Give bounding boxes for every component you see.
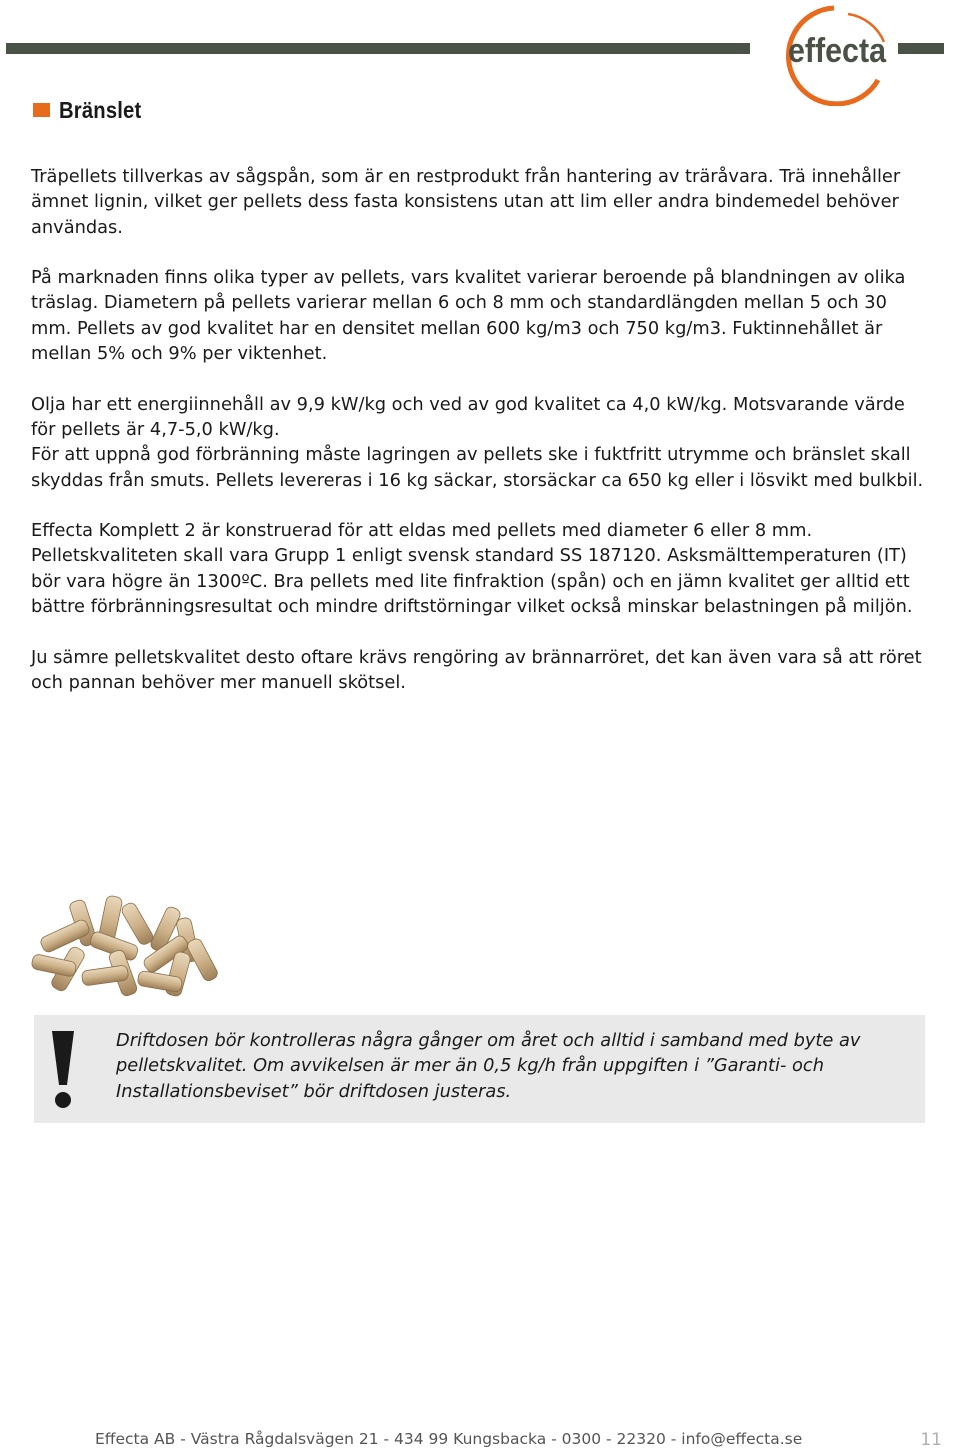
section-title: Bränslet: [59, 96, 142, 123]
footer-contact: Effecta AB - Västra Rågdalsvägen 21 - 434 99 Kungsbacka - 0300 - 22320 - info@effecta.se: [95, 1430, 803, 1448]
page-number: 11: [920, 1430, 942, 1450]
svg-text:effecta: effecta: [788, 32, 887, 70]
section-marker-icon: [33, 103, 50, 117]
header-bar: [6, 43, 750, 54]
effecta-logo: [766, 2, 892, 106]
warning-text: Driftdosen bör kontrolleras några gånger om året och alltid i samband med byte av pelletskvalitet. Om avvikelsen är mer än 0,5 kg/h från uppgiften i ”Garanti- och Installationsbeviset” bör driftdosen justeras.: [116, 1030, 861, 1102]
paragraph: Effecta Komplett 2 är konstruerad för att eldas med pellets med diameter 6 eller 8 mm. Pelletskvaliteten skall vara Grupp 1 enligt svensk standard SS 187120. Asksmälttemperaturen (IT) bör vara högre än 1300ºC. Bra pellets med lite finfraktion (spån) och en jämn kvalitet ger alltid ett bättre förbränningsresultat och mindre driftstörningar vilket också minskar belastningen på miljön.: [31, 520, 913, 618]
section-heading: [33, 96, 153, 124]
paragraph: För att uppnå god förbränning måste lagringen av pellets ske i fuktfritt utrymme och bränslet skall skyddas från smuts. Pellets levereras i 16 kg säckar, storsäckar ca 650 kg eller i lösvikt med bulkbil.: [31, 444, 924, 491]
paragraph: Träpellets tillverkas av sågspån, som är en restprodukt från hantering av träråvara. Trä innehåller ämnet lignin, vilket ger pellets dess fasta konsistens utan att lim eller andra bindemedel behöver användas.: [31, 166, 901, 238]
paragraph: Ju sämre pelletskvalitet desto oftare krävs rengöring av brännarröret, det kan även vara så att röret och pannan behöver mer manuell skötsel.: [31, 646, 922, 693]
paragraph: På marknaden finns olika typer av pellets, vars kvalitet varierar beroende på blandningen av olika träslag. Diametern på pellets varierar mellan 6 och 8 mm och standardlängden mellan 5 och 30 mm. Pellets av god kvalitet har en densitet mellan 600 kg/m3 och 750 kg/m3. Fuktinnehållet är mellan 5% och 9% per viktenhet.: [31, 267, 906, 365]
paragraph: Olja har ett energiinnehåll av 9,9 kW/kg och ved av god kvalitet ca 4,0 kW/kg. Motsvarande värde för pellets är 4,7-5,0 kW/kg.: [31, 393, 905, 440]
body-text: [31, 164, 931, 695]
pellets-image: [20, 888, 230, 1010]
exclamation-icon: [48, 1029, 78, 1109]
warning-box: [34, 1015, 925, 1123]
header-bar-right: [898, 43, 944, 54]
